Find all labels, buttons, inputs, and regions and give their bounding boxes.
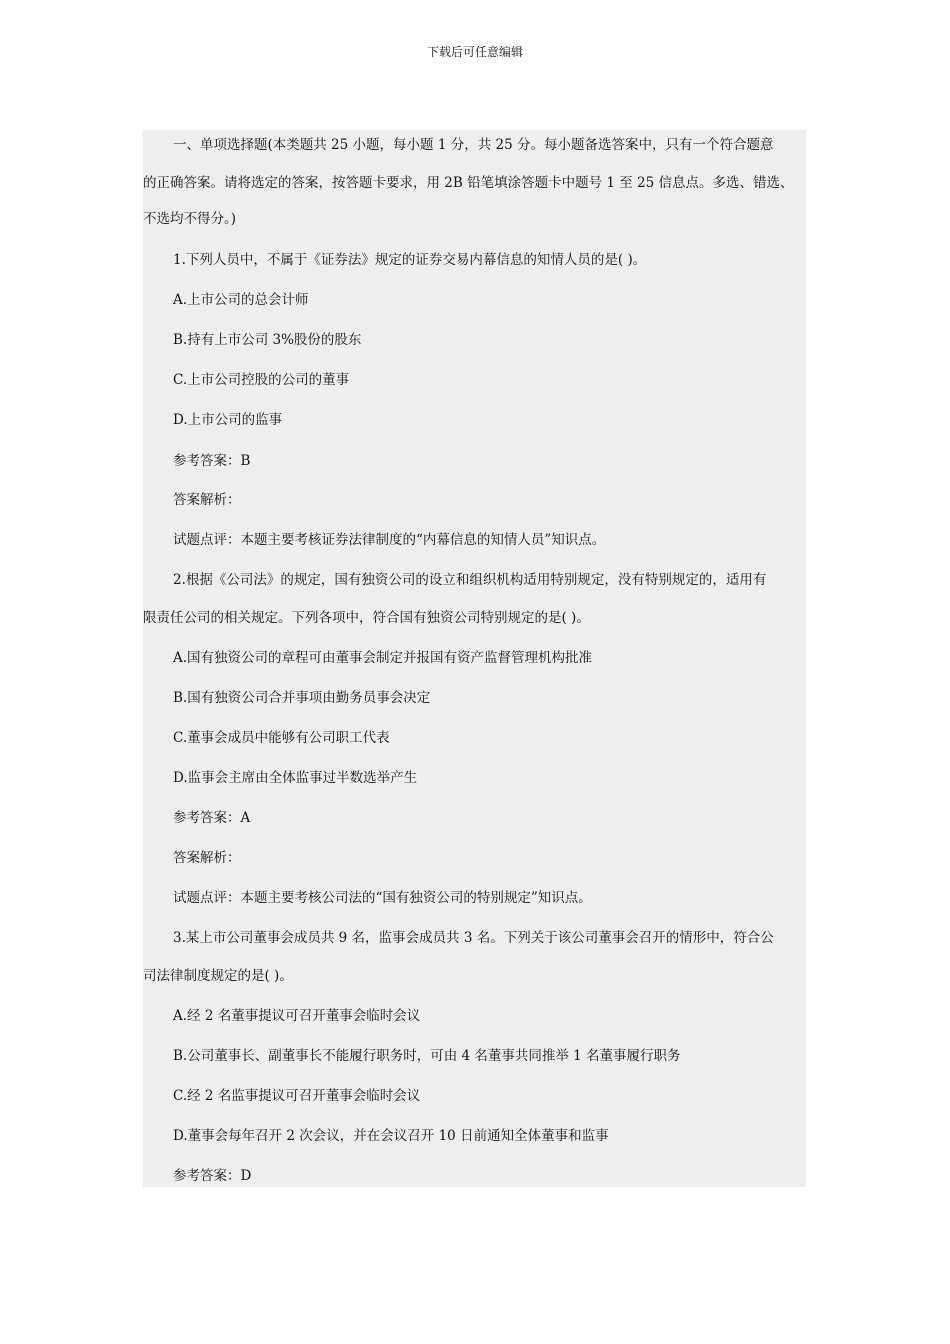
question-3-cont: 司法律制度规定的是( )。 bbox=[143, 968, 293, 984]
q3-answer: 参考答案：D bbox=[173, 1168, 252, 1184]
q3-option-d: D.董事会每年召开 2 次会议，并在会议召开 10 日前通知全体董事和监事 bbox=[173, 1128, 609, 1144]
section-heading: 一、单项选择题(本类题共 25 小题，每小题 1 分，共 25 分。每小题备选答案中，只有一个符合题意 bbox=[173, 137, 774, 153]
question-1: 1.下列人员中，不属于《证券法》规定的证券交易内幕信息的知情人员的是( )。 bbox=[173, 252, 647, 268]
q3-option-b: B.公司董事长、副董事长不能履行职务时，可由 4 名董事共同推举 1 名董事履行职务 bbox=[173, 1048, 681, 1064]
q3-option-c: C.经 2 名监事提议可召开董事会临时会议 bbox=[173, 1088, 421, 1104]
q2-option-d: D.监事会主席由全体监事过半数选举产生 bbox=[173, 770, 418, 786]
question-2: 2.根据《公司法》的规定，国有独资公司的设立和组织机构适用特别规定，没有特别规定的，适用有 bbox=[173, 572, 767, 588]
q1-option-c: C.上市公司控股的公司的董事 bbox=[173, 372, 350, 388]
q1-option-b: B.持有上市公司 3%股份的股东 bbox=[173, 332, 362, 348]
q1-analysis-label: 答案解析： bbox=[173, 492, 241, 508]
q2-option-c: C.董事会成员中能够有公司职工代表 bbox=[173, 730, 390, 746]
q1-option-d: D.上市公司的监事 bbox=[173, 412, 283, 428]
q1-comment: 试题点评：本题主要考核证券法律制度的“内幕信息的知情人员”知识点。 bbox=[173, 532, 606, 548]
q1-answer: 参考答案：B bbox=[173, 453, 251, 469]
q2-option-b: B.国有独资公司合并事项由勤务员事会决定 bbox=[173, 690, 431, 706]
document-body bbox=[143, 130, 806, 1187]
q2-option-a: A.国有独资公司的章程可由董事会制定并报国有资产监督管理机构批准 bbox=[173, 650, 593, 666]
q2-answer: 参考答案：A bbox=[173, 810, 251, 826]
section-heading-cont: 的正确答案。请将选定的答案，按答题卡要求，用 2B 铅笔填涂答题卡中题号 1 至 25 信息点。多选、错选、 bbox=[143, 175, 794, 191]
page-header: 下载后可任意编辑 bbox=[426, 45, 523, 59]
section-heading-cont: 不选均不得分。) bbox=[143, 211, 237, 227]
q2-comment: 试题点评：本题主要考核公司法的“国有独资公司的特别规定”知识点。 bbox=[173, 890, 592, 906]
q2-analysis-label: 答案解析： bbox=[173, 850, 241, 866]
q3-option-a: A.经 2 名董事提议可召开董事会临时会议 bbox=[173, 1008, 421, 1024]
q1-option-a: A.上市公司的总会计师 bbox=[173, 292, 309, 308]
question-3: 3.某上市公司董事会成员共 9 名，监事会成员共 3 名。下列关于该公司董事会召开的情形中，符合公 bbox=[173, 930, 774, 946]
question-2-cont: 限责任公司的相关规定。下列各项中，符合国有独资公司特别规定的是( )。 bbox=[143, 610, 590, 626]
